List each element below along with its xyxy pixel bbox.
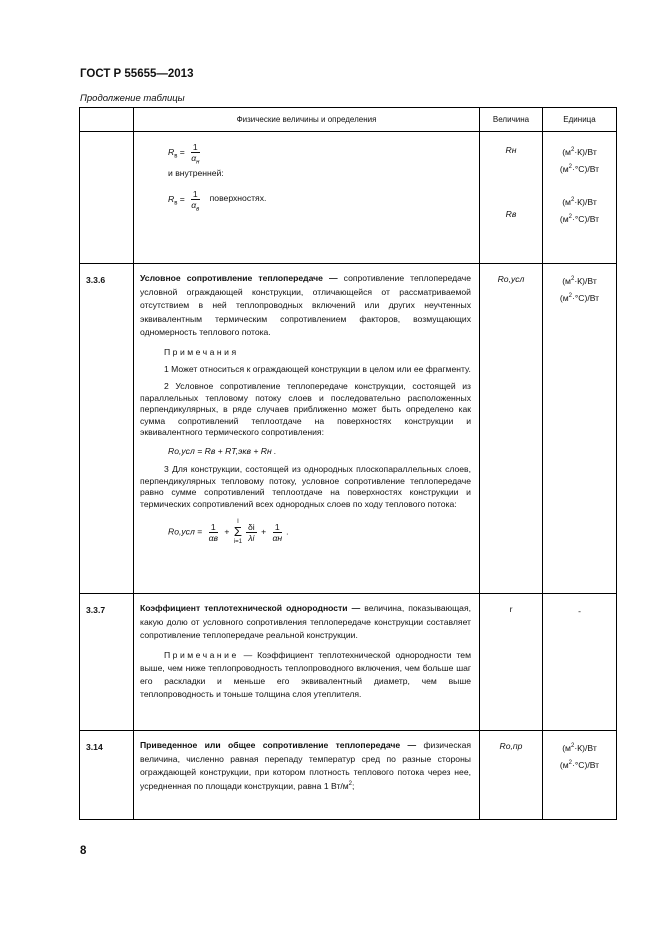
text-inner: и внутренней: (168, 168, 224, 178)
row-number-empty (80, 132, 134, 264)
definition-cell (134, 594, 480, 731)
note-text: Примечание — Коэффициент теплотехнической однородности тем выше, чем ниже теплопроводность теплопроводного включения, чем больше шаг его раскладки и меньше его эквивалентный диаметр, чем выше теплопроводность и тоньше толщина слоя утеплителя. (140, 649, 471, 699)
unit-pair: $(м^2\cdot К)/Вт$ $(м^2\cdot^\circ С)/Вт$ (559, 743, 600, 770)
quantity-cell (480, 132, 543, 264)
definition-cell (134, 731, 480, 820)
unit-cell (543, 594, 617, 731)
unit-pair-2: $(м^2\cdot К)/Вт$ $(м^2\cdot^\circ С)/Вт$ (559, 197, 600, 224)
quantity-rv: Rв (505, 208, 517, 219)
note-2: 2 Условное сопротивление теплопередаче конструкции, состоящей из параллельных тепловому потоку слоев и последовательно расположенных перпендикулярных, в ряде случаев приближенно может быть определено как сумма сопротивлений теплоотдаче на поверхностях конструкции и эквивалентного термического сопротивления: (140, 381, 471, 438)
formula-sum: Rо,усл = $\frac{1}{\alpha в}$ + I Σ i=1 $\frac{\delta i}{\lambda i}$ + $\frac{1}{\alpha н}$ . (168, 519, 289, 546)
definition-cell (134, 132, 480, 264)
unit-cell (543, 264, 617, 594)
table-row (80, 132, 617, 264)
header-quantity: Величина (480, 108, 543, 132)
definition-text: Условное сопротивление теплопередаче — сопротивление теплопередаче условной ограждающей конструкции, отличающейся от рассматриваемой отсутствием в ней теплопроводных включений или других неучтенных эквивалентным термическим сопротивлением факторов, возмущающих одномерность теплового потока. (140, 273, 472, 338)
unit-cell (543, 731, 617, 820)
table-row (80, 731, 617, 820)
table-row (80, 594, 617, 731)
note-1: 1 Может относиться к ограждающей конструкции в целом или ее фрагменту. (164, 363, 471, 374)
table-continuation-label: Продолжение таблицы (80, 93, 185, 104)
definition-cell (134, 264, 480, 594)
unit-value: - (578, 606, 581, 616)
note-3: 3 Для конструкции, состоящей из однородных плоскопараллельных слоев, перпендикулярных тепловому потоку, условное сопротивление теплопередаче равно сумме сопротивлений теплоотдаче на поверхностях конструкции и термических сопротивлений всех однородных слоев по ходу теплового потока: (140, 464, 471, 509)
quantity-value: Rо,пр (499, 741, 523, 751)
row-number: 3.14 (80, 731, 134, 820)
row-number: 3.3.7 (80, 594, 134, 731)
quantity-value: Rо,усл (497, 274, 525, 284)
unit-pair-1: $(м^2\cdot К)/Вт$ $(м^2\cdot^\circ С)/Вт$ (559, 147, 600, 174)
unit-pair: $(м^2\cdot К)/Вт$ $(м^2\cdot^\circ С)/Вт$ (559, 276, 600, 303)
unit-cell (543, 132, 617, 264)
table-row (80, 264, 617, 594)
document-header: ГОСТ Р 55655—2013 (80, 68, 194, 80)
notes-heading: Примечания (164, 346, 239, 357)
header-definition: Физические величины и определения (134, 108, 480, 132)
quantity-cell (480, 731, 543, 820)
row-number: 3.3.6 (80, 264, 134, 594)
quantity-cell (480, 264, 543, 594)
quantity-cell (480, 594, 543, 731)
header-unit: Единица (543, 108, 617, 132)
definitions-table (79, 107, 617, 820)
definition-text: Приведенное или общее сопротивление теплопередаче — физическая величина, численно равная перепаду температур сред по разные стороны ограждающей конструкции, при котором плотность теплового потока через нее, усредненная по площади конструкции, равна 1 $Вт/м^2$; (140, 740, 471, 791)
quantity-rn: Rн (505, 145, 517, 155)
formula-conditional: Rо,усл = Rв + RТ,экв + Rн . (168, 445, 277, 456)
formula-external: $R_в$ = $\frac{1}{\alpha_н}$ (168, 142, 200, 166)
table-header-row (80, 108, 617, 132)
page-number: 8 (80, 845, 87, 857)
quantity-value: r (509, 604, 513, 614)
formula-internal: $R_в$ = $\frac{1}{\alpha_в}$ поверхностях. (168, 188, 267, 213)
definition-text: Коэффициент теплотехнической однородности — величина, показывающая, какую долю от условного сопротивления теплопередаче конструкции составляет сопротивление теплопередаче реальной конструкции. (140, 603, 472, 641)
header-number (80, 108, 134, 132)
